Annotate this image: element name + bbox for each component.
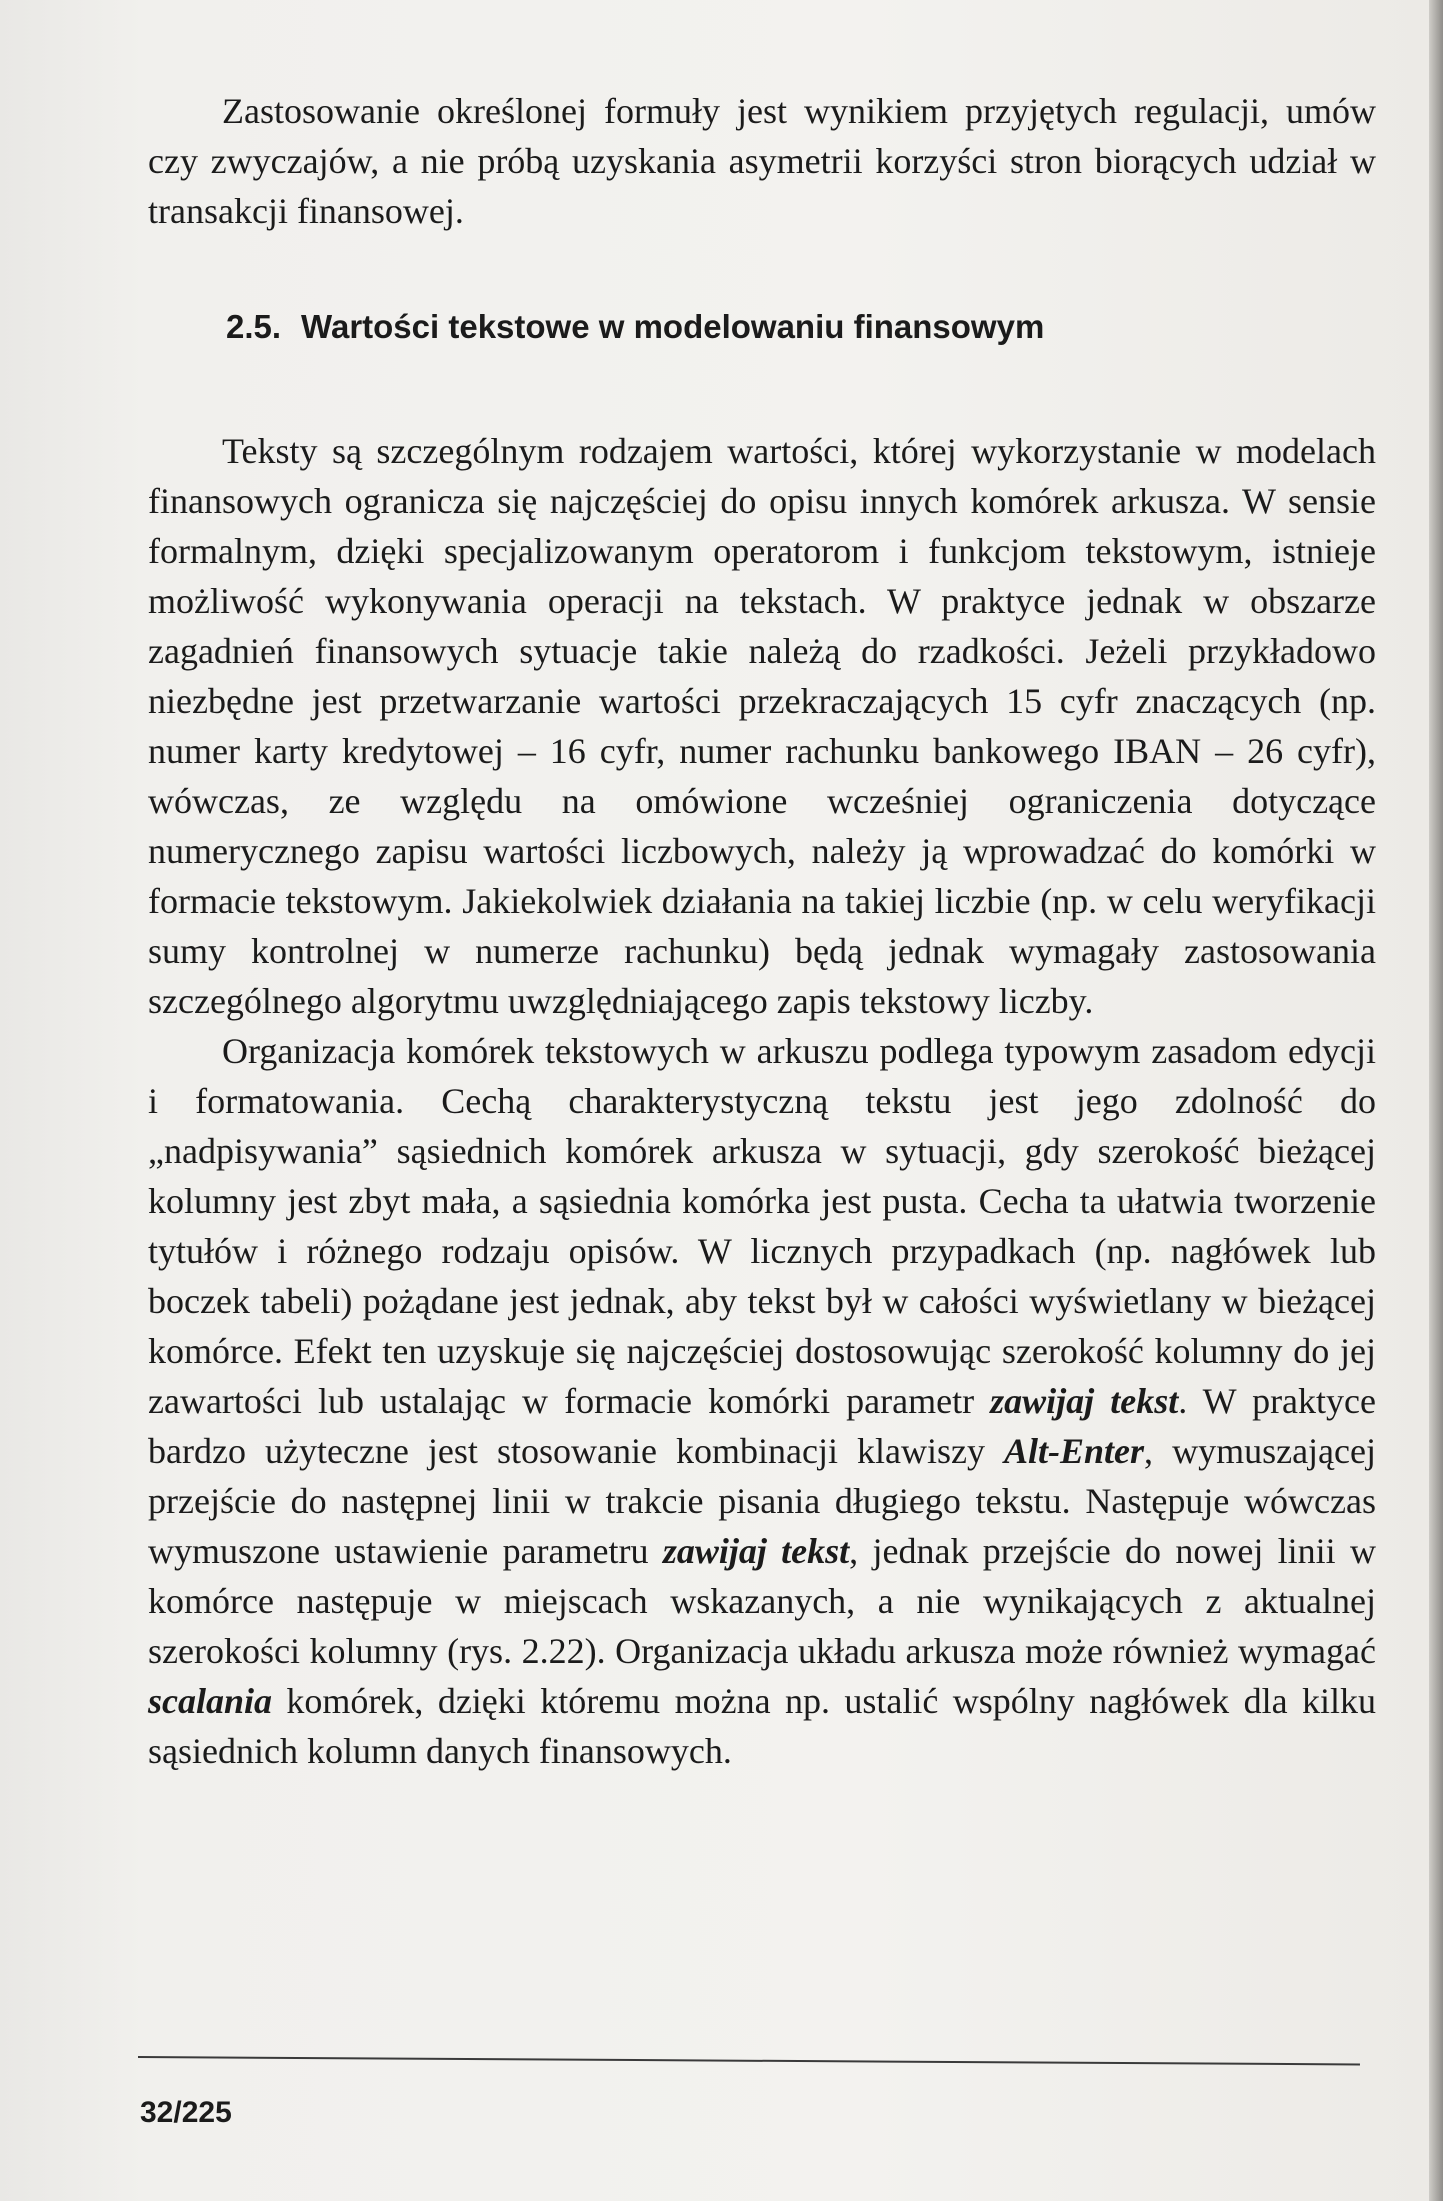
keyword-wrap-text-2: zawijaj tekst <box>662 1531 850 1571</box>
section-title: Wartości tekstowe w modelowaniu finansowym <box>301 308 1045 345</box>
paragraph-2-text-c: , wymuszającej przejście do następnej linii w trakcie pisania długiego tekstu. Następuje wówczas wymuszone ustawienie parametru <box>148 1431 1376 1571</box>
spacer <box>148 236 1376 302</box>
section-number: 2.5. <box>226 308 282 345</box>
paragraph-1: Teksty są szczególnym rodzajem wartości, której wykorzystanie w modelach finansowych ogranicza się najczęściej do opisu innych komórek arkusza. W sensie formalnym, dzięki specjalizowanym operatorom i funkcjom tekstowym, istnieje możliwość wykonywania operacji na tekstach. W praktyce jednak w obszarze zagadnień finansowych sytuacje takie należą do rzadkości. Jeżeli przykładowo niezbędne jest przetwarzanie wartości przekraczających 15 cyfr znaczących (np. numer karty kredytowej – 16 cyfr, numer rachunku bankowego IBAN – 26 cyfr), wówczas, ze względu na omówione wcześniej ograniczenia dotyczące numerycznego zapisu wartości liczbowych, należy ją wprowadzać do komórki w formacie tekstowym. Jakiekolwiek działania na takiej liczbie (np. w celu weryfikacji sumy kontrolnej w numerze rachunku) będą jednak wymagały zastosowania szczególnego algorytmu uwzględniającego zapis tekstowy liczby. <box>148 431 1376 1021</box>
keyword-alt-enter: Alt-Enter <box>1004 1431 1145 1471</box>
page-number: 32/225 <box>140 2096 232 2129</box>
intro-paragraph: Zastosowanie określonej formuły jest wynikiem przyjętych regulacji, umów czy zwyczajów, a nie próbą uzyskania asymetrii korzyści stron biorących udział w transakcji finansowej. <box>148 91 1376 231</box>
footer-rule <box>138 2056 1360 2065</box>
paragraph-2-text-d: , jednak przejście do nowej linii w komórce następuje w miejscach wskazanych, a nie wynikających z aktualnej szerokości kolumny (rys. 2.22). Organizacja układu arkusza może również wymagać <box>148 1531 1376 1671</box>
paragraph-2-text-a: Organizacja komórek tekstowych w arkuszu podlega typowym zasadom edycji i formatowania. Cechą charakterystyczną tekstu jest jego zdolność do „nadpisywania” sąsiednich komórek arkusza w sytuacji, gdy szerokość bieżącej kolumny jest zbyt mała, a sąsiednia komórka jest pusta. Cecha ta ułatwia tworzenie tytułów i różnego rodzaju opisów. W licznych przypadkach (np. nagłówek lub boczek tabeli) pożądane jest jednak, aby tekst był w całości wyświetlany w bieżącej komórce. Efekt ten uzyskuje się najczęściej dostosowując szerokość kolumny do jej zawartości lub ustalając w formacie komórki parametr <box>148 1031 1376 1421</box>
paragraph-2 <box>148 1026 1376 1776</box>
paragraph-2-text-b: . W praktyce bardzo użyteczne jest stosowanie kombinacji klawiszy <box>148 1381 1376 1471</box>
page-edge-shadow <box>1429 0 1443 2201</box>
paragraph-2-text-e: komórek, dzięki któremu można np. ustalić wspólny nagłówek dla kilku sąsiednich kolumn danych finansowych. <box>148 1681 1376 1771</box>
spacer <box>148 352 1376 426</box>
section-heading <box>148 302 1376 352</box>
keyword-merge: scalania <box>148 1681 273 1721</box>
keyword-wrap-text: zawijaj tekst <box>990 1381 1179 1421</box>
page-content <box>148 86 1376 1776</box>
